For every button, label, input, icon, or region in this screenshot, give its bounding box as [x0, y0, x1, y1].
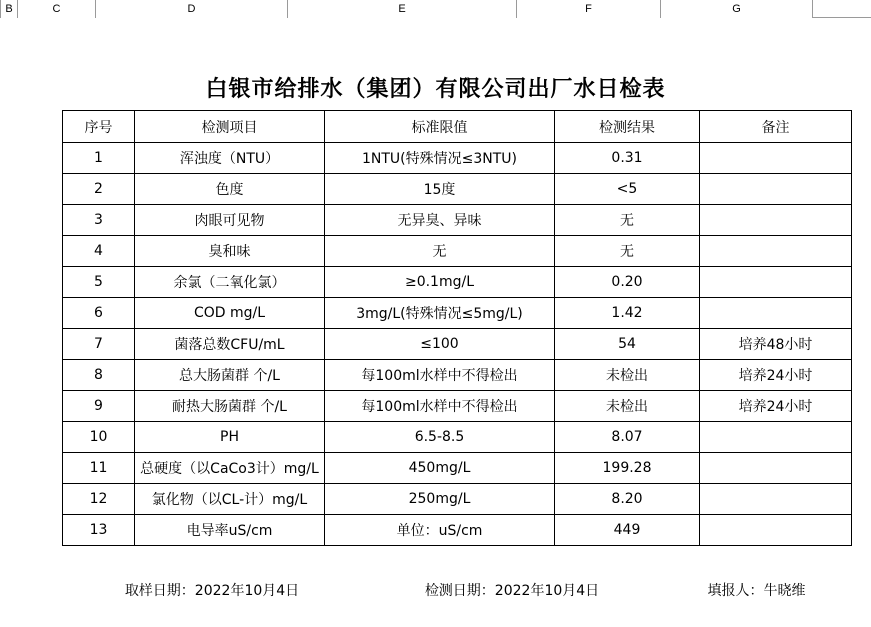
- header-no: 序号: [63, 111, 135, 143]
- cell-std: 无异臭、异味: [325, 205, 555, 236]
- cell-std: 250mg/L: [325, 484, 555, 515]
- cell-std: ≥0.1mg/L: [325, 267, 555, 298]
- reporter: 填报人：牛晓维: [707, 583, 806, 599]
- cell-no: 6: [63, 298, 135, 329]
- cell-result: 0.20: [555, 267, 700, 298]
- cell-no: 4: [63, 236, 135, 267]
- table-row: [63, 143, 852, 174]
- cell-no: 1: [63, 143, 135, 174]
- table-row: [63, 515, 852, 546]
- cell-std: 3mg/L(特殊情况≤5mg/L): [325, 298, 555, 329]
- cell-no: 2: [63, 174, 135, 205]
- table-row: [63, 422, 852, 453]
- cell-item: 臭和味: [135, 236, 325, 267]
- table-header-row: [63, 111, 852, 143]
- cell-no: 9: [63, 391, 135, 422]
- table-row: [63, 391, 852, 422]
- cell-remark: [700, 453, 852, 484]
- cell-result: 无: [555, 236, 700, 267]
- cell-item: PH: [135, 422, 325, 453]
- header-std: 标准限值: [325, 111, 555, 143]
- cell-item: 色度: [135, 174, 325, 205]
- cell-result: 8.20: [555, 484, 700, 515]
- cell-remark: 培养24小时: [700, 360, 852, 391]
- cell-remark: [700, 174, 852, 205]
- cell-no: 10: [63, 422, 135, 453]
- cell-remark: [700, 267, 852, 298]
- column-header-b[interactable]: B: [0, 0, 18, 18]
- page-title: 白银市给排水（集团）有限公司出厂水日检表: [205, 77, 666, 102]
- cell-std: 450mg/L: [325, 453, 555, 484]
- column-header-d[interactable]: D: [96, 0, 288, 18]
- cell-std: 每100ml水样中不得检出: [325, 391, 555, 422]
- cell-result: 无: [555, 205, 700, 236]
- header-item: 检测项目: [135, 111, 325, 143]
- table-row: [63, 205, 852, 236]
- cell-no: 3: [63, 205, 135, 236]
- cell-remark: [700, 143, 852, 174]
- column-header-g[interactable]: G: [661, 0, 813, 18]
- water-quality-report-table: [62, 110, 852, 546]
- cell-std: 无: [325, 236, 555, 267]
- sheet-area: [0, 18, 871, 627]
- cell-std: 单位：uS/cm: [325, 515, 555, 546]
- cell-no: 8: [63, 360, 135, 391]
- cell-remark: [700, 422, 852, 453]
- cell-item: 菌落总数CFU/mL: [135, 329, 325, 360]
- cell-item: 耐热大肠菌群 个/L: [135, 391, 325, 422]
- cell-remark: 培养48小时: [700, 329, 852, 360]
- column-header-f[interactable]: F: [517, 0, 661, 18]
- spreadsheet-column-header-bar: [0, 0, 871, 18]
- cell-result: 未检出: [555, 391, 700, 422]
- cell-item: 氯化物（以CL-计）mg/L: [135, 484, 325, 515]
- cell-result: 8.07: [555, 422, 700, 453]
- cell-item: 总大肠菌群 个/L: [135, 360, 325, 391]
- cell-remark: [700, 236, 852, 267]
- cell-std: ≤100: [325, 329, 555, 360]
- header-result: 检测结果: [555, 111, 700, 143]
- cell-result: 0.31: [555, 143, 700, 174]
- table-row: [63, 236, 852, 267]
- column-header-c[interactable]: C: [18, 0, 96, 18]
- cell-remark: [700, 205, 852, 236]
- cell-item: 电导率uS/cm: [135, 515, 325, 546]
- table-row: [63, 360, 852, 391]
- cell-item: 余氯（二氧化氯）: [135, 267, 325, 298]
- cell-item: 浑浊度（NTU）: [135, 143, 325, 174]
- report-footer: [62, 580, 851, 600]
- cell-item: 肉眼可见物: [135, 205, 325, 236]
- header-remark: 备注: [700, 111, 852, 143]
- cell-item: 总硬度（以CaCo3计）mg/L: [135, 453, 325, 484]
- cell-no: 5: [63, 267, 135, 298]
- cell-no: 7: [63, 329, 135, 360]
- cell-remark: 培养24小时: [700, 391, 852, 422]
- cell-result: 449: [555, 515, 700, 546]
- cell-result: 未检出: [555, 360, 700, 391]
- table-row: [63, 174, 852, 205]
- cell-result: 199.28: [555, 453, 700, 484]
- cell-item: COD mg/L: [135, 298, 325, 329]
- cell-std: 15度: [325, 174, 555, 205]
- table-row: [63, 267, 852, 298]
- cell-no: 13: [63, 515, 135, 546]
- sampling-date: 取样日期：2022年10月4日: [124, 583, 300, 599]
- cell-remark: [700, 515, 852, 546]
- test-date: 检测日期：2022年10月4日: [424, 583, 600, 599]
- cell-result: 54: [555, 329, 700, 360]
- cell-remark: [700, 298, 852, 329]
- cell-result: <5: [555, 174, 700, 205]
- cell-remark: [700, 484, 852, 515]
- cell-no: 11: [63, 453, 135, 484]
- table-row: [63, 298, 852, 329]
- cell-std: 1NTU(特殊情况≤3NTU): [325, 143, 555, 174]
- table-row: [63, 329, 852, 360]
- table-row: [63, 453, 852, 484]
- cell-std: 6.5-8.5: [325, 422, 555, 453]
- cell-std: 每100ml水样中不得检出: [325, 360, 555, 391]
- cell-no: 12: [63, 484, 135, 515]
- column-header-e[interactable]: E: [288, 0, 517, 18]
- table-row: [63, 484, 852, 515]
- cell-result: 1.42: [555, 298, 700, 329]
